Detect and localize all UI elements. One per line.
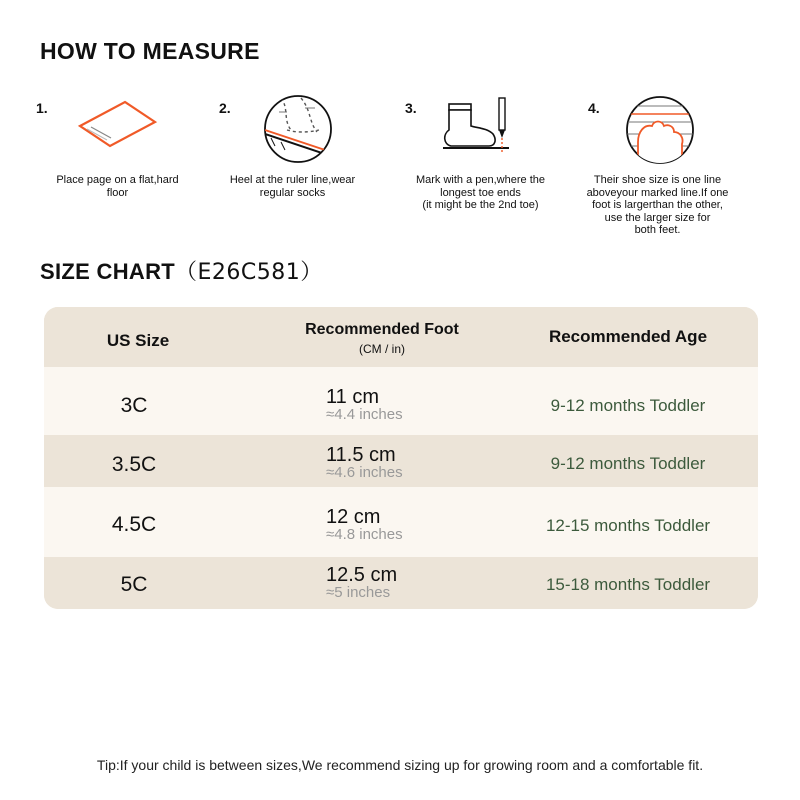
header-us-size: US Size	[106, 331, 170, 350]
sock-and-pen-icon	[441, 96, 521, 156]
table-row	[44, 435, 758, 487]
table-row	[44, 367, 758, 435]
table-row	[44, 487, 758, 557]
size-chart-title	[40, 255, 323, 286]
us-size-cell: 3C	[120, 394, 148, 417]
foot-inches: ≈4.8 inches	[326, 526, 403, 543]
step-caption: Heel at the ruler line,wear regular socks	[229, 174, 356, 199]
header-foot-unit: (CM / in)	[359, 342, 405, 356]
how-to-measure-title: HOW TO MEASURE	[40, 38, 260, 64]
foot-length-cell	[326, 387, 403, 422]
table-row	[44, 557, 758, 609]
product-code: （E26C581）	[175, 260, 323, 285]
header-recommended-foot	[294, 321, 470, 356]
us-size-cell: 3.5C	[111, 453, 157, 476]
age-cell: 9-12 months Toddler	[550, 454, 706, 473]
foot-inches: ≈5 inches	[326, 584, 391, 601]
foot-inches: ≈4.6 inches	[326, 464, 403, 481]
sizing-tip: Tip:If your child is between sizes,We recommend sizing up for growing room and a comfortable fit.	[96, 757, 704, 773]
age-cell: 9-12 months Toddler	[550, 396, 706, 415]
step-number: 3.	[405, 100, 417, 116]
foot-cm: 11 cm	[326, 386, 379, 408]
foot-length-cell	[326, 445, 403, 480]
step-caption: Place page on a flat,hard floor	[56, 174, 179, 199]
foot-cm: 11.5 cm	[326, 444, 396, 466]
step-number: 2.	[219, 100, 231, 116]
step-number: 4.	[588, 100, 600, 116]
size-chart-table	[44, 307, 758, 609]
header-recommended-age: Recommended Age	[548, 327, 708, 346]
step-caption: Their shoe size is one line aboveyour marked line.If one foot is largerthan the other, use the larger size for both feet.	[586, 174, 729, 236]
toe-line-icon	[624, 94, 696, 166]
foot-length-cell	[326, 507, 403, 542]
table-header-row	[44, 307, 758, 367]
foot-inches: ≈4.4 inches	[326, 406, 403, 423]
header-foot-title: Recommended Foot	[305, 321, 459, 338]
step-number: 1.	[36, 100, 48, 116]
step-caption: Mark with a pen,where the longest toe ends (it might be the 2nd toe)	[415, 174, 545, 211]
foot-cm: 12 cm	[326, 506, 381, 528]
us-size-cell: 4.5C	[111, 513, 157, 536]
foot-length-cell	[326, 565, 397, 600]
age-cell: 15-18 months Toddler	[545, 575, 711, 594]
size-chart-label: SIZE CHART	[40, 259, 175, 284]
us-size-cell: 5C	[120, 573, 148, 596]
foot-cm: 12.5 cm	[326, 564, 398, 586]
paper-on-floor-icon	[75, 98, 160, 150]
heel-on-ruler-icon	[261, 94, 337, 164]
age-cell: 12-15 months Toddler	[545, 516, 711, 535]
